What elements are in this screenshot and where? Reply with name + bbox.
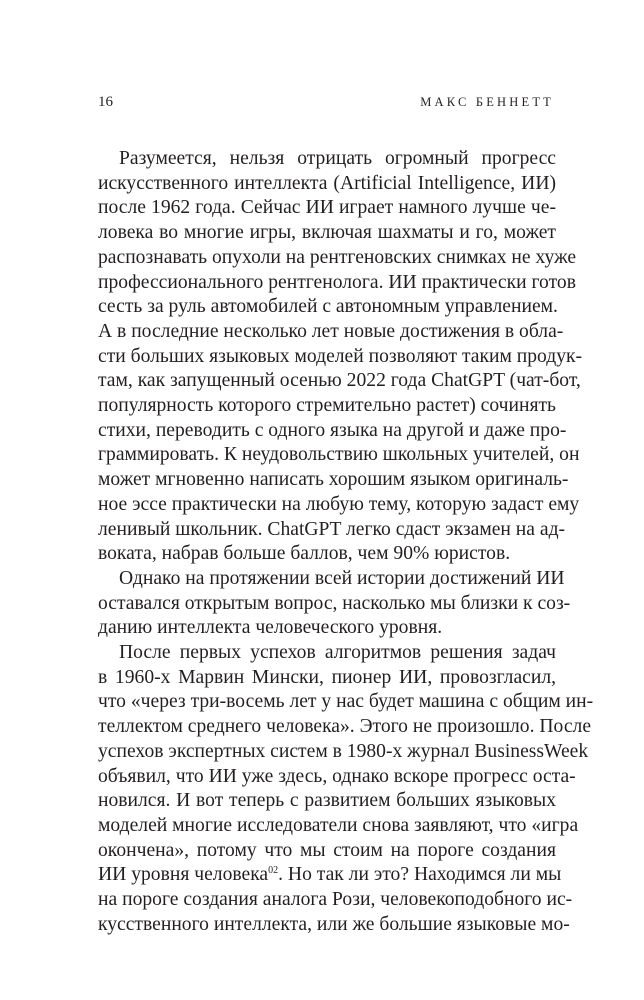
- text-line: сти больших языковых моделей позволяют таким продук-: [98, 345, 583, 367]
- text-line: данию интеллекта человеческого уровня.: [98, 617, 443, 639]
- text-line: популярность которого стремительно растет) сочинять: [98, 395, 556, 417]
- running-head: [98, 94, 554, 116]
- running-title-author: МАКС БЕННЕТТ: [420, 95, 554, 109]
- text-line: Разумеется, нельзя отрицать огромный прогресс: [119, 148, 556, 169]
- text-line: После первых успехов алгоритмов решения задач: [119, 642, 556, 664]
- paragraph-1: [98, 147, 583, 567]
- page-number: 16: [98, 94, 113, 110]
- footnote-reference[interactable]: 02: [268, 865, 279, 877]
- body-text: [98, 147, 594, 938]
- text-line: искусственного интеллекта (Artificial Intelligence, ИИ): [98, 172, 556, 194]
- text-line: успехов экспертных систем в 1980-х журнал BusinessWeek: [98, 740, 589, 762]
- text-line: может мгновенно написать хорошим языком оригиналь-: [98, 469, 569, 491]
- text-line: распознавать опухоли на рентгеновских снимках не хуже: [98, 246, 577, 268]
- text-line: на пороге создания аналога Рози, человекоподобного ис-: [98, 889, 573, 911]
- text-line: ленивый школьник. ChatGPT легко сдаст экзамен на ад-: [98, 518, 566, 540]
- text-line: Однако на протяжении всей истории достижений ИИ: [119, 567, 565, 589]
- text-line: там, как запущенный осенью 2022 года ChatGPT (чат-бот,: [98, 370, 581, 392]
- text-line: воката, набрав больше баллов, чем 90% юристов.: [98, 543, 511, 565]
- text-line: профессионального рентгенолога. ИИ практически готов: [98, 271, 576, 293]
- text-fragment: ИИ уровня человека: [98, 864, 269, 886]
- text-line: новился. И вот теперь с развитием больших языковых: [98, 790, 556, 812]
- text-line: стихи, переводить с одного языка на другой и даже про-: [98, 419, 567, 441]
- text-line: ное эссе практически на любую тему, которую задаст ему: [98, 493, 580, 515]
- text-line: теллектом среднего человека». Этого не произошло. После: [98, 716, 592, 738]
- text-line: в 1960-х Марвин Мински, пионер ИИ, провозгласил,: [98, 666, 556, 688]
- text-line-with-footnote: [98, 863, 562, 888]
- paragraph-2: [98, 567, 571, 641]
- text-line: ловека во многие игры, включая шахматы и го, может: [98, 222, 556, 244]
- text-line: граммировать. К неудовольствию школьных учителей, он: [98, 444, 580, 466]
- text-fragment: . Но так ли это? Находимся ли мы: [278, 864, 562, 886]
- paragraph-3: [98, 641, 594, 937]
- text-line: окончена», потому что мы стоим на пороге создания: [98, 839, 556, 861]
- text-line: объявил, что ИИ уже здесь, однако вскоре прогресс оста-: [98, 765, 576, 787]
- text-line: сесть за руль автомобилей с автономным управлением.: [98, 296, 558, 318]
- text-line: оставался открытым вопрос, насколько мы близки к соз-: [98, 592, 571, 614]
- text-line: А в последние несколько лет новые достижения в обла-: [98, 320, 564, 342]
- text-line: кусственного интеллекта, или же большие языковые мо-: [98, 913, 570, 935]
- text-line: что «через три-восемь лет у нас будет машина с общим ин-: [98, 691, 594, 713]
- text-line: моделей многие исследователи снова заявляют, что «игра: [98, 814, 579, 836]
- text-line: после 1962 года. Сейчас ИИ играет намного лучше че-: [98, 197, 556, 219]
